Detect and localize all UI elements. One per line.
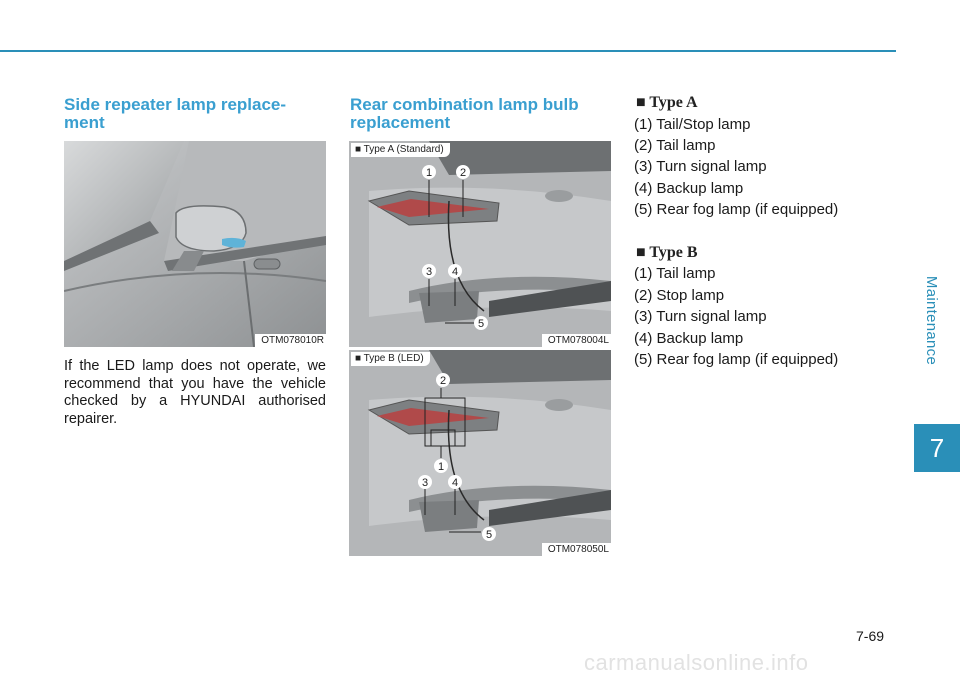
figure-type-tag: ■ Type A (Standard): [351, 143, 450, 157]
list-item: (2) Tail lamp: [634, 137, 716, 154]
list-item: (2) Stop lamp: [634, 287, 725, 304]
callout-label: 4: [451, 477, 459, 489]
rear-lamp-illustration-b: [349, 350, 611, 556]
callout-label: 2: [439, 375, 447, 387]
section-title-line: Rear combination lamp bulb: [350, 95, 579, 114]
figure-code: OTM078004L: [542, 334, 611, 347]
watermark-text: carmanualsonline.info: [584, 650, 809, 675]
chapter-number-box: 7: [914, 424, 960, 472]
figure-code: OTM078050L: [542, 543, 611, 556]
section-title-side-repeater: [64, 96, 286, 132]
header-rule: [0, 50, 896, 52]
list-item: (4) Backup lamp: [634, 180, 744, 197]
figure-type-tag: ■ Type B (LED): [351, 352, 430, 366]
page-number: 7-69: [856, 628, 885, 644]
figure-code: OTM078010R: [255, 334, 326, 347]
type-a-heading: ■ Type A: [636, 94, 698, 111]
list-item: (3) Turn signal lamp: [634, 158, 767, 175]
figure-type-b: [349, 350, 611, 556]
section-title-rear-combination: [350, 96, 579, 132]
callout-label: 4: [451, 266, 459, 278]
figure-side-repeater: [64, 141, 326, 347]
rear-lamp-illustration-a: [349, 141, 611, 347]
section-title-line: replacement: [350, 113, 451, 132]
callout-label: 1: [437, 461, 445, 473]
figure-type-a: [349, 141, 611, 347]
side-repeater-body-text: If the LED lamp does not operate, we recommend that you have the vehicle checked by a HYUNDAI authorised repairer.: [64, 358, 326, 427]
callout-label: 3: [425, 266, 433, 278]
section-title-line: Side repeater lamp replace-: [64, 95, 287, 114]
callout-label: 1: [425, 167, 433, 179]
list-item: (1) Tail lamp: [634, 265, 716, 282]
callout-label: 5: [477, 318, 485, 330]
callout-label: 5: [485, 529, 493, 541]
chapter-tab-text: Maintenance: [923, 275, 941, 365]
callout-label: 3: [421, 477, 429, 489]
side-mirror-illustration: [64, 141, 326, 347]
section-title-line: ment: [64, 113, 105, 132]
chapter-tab-label: [905, 220, 959, 420]
list-item: (5) Rear fog lamp (if equipped): [634, 351, 839, 368]
list-item: (1) Tail/Stop lamp: [634, 116, 751, 133]
list-item: (3) Turn signal lamp: [634, 308, 767, 325]
list-item: (5) Rear fog lamp (if equipped): [634, 201, 839, 218]
callout-label: 2: [459, 167, 467, 179]
type-b-heading: ■ Type B: [636, 244, 698, 261]
list-item: (4) Backup lamp: [634, 330, 744, 347]
